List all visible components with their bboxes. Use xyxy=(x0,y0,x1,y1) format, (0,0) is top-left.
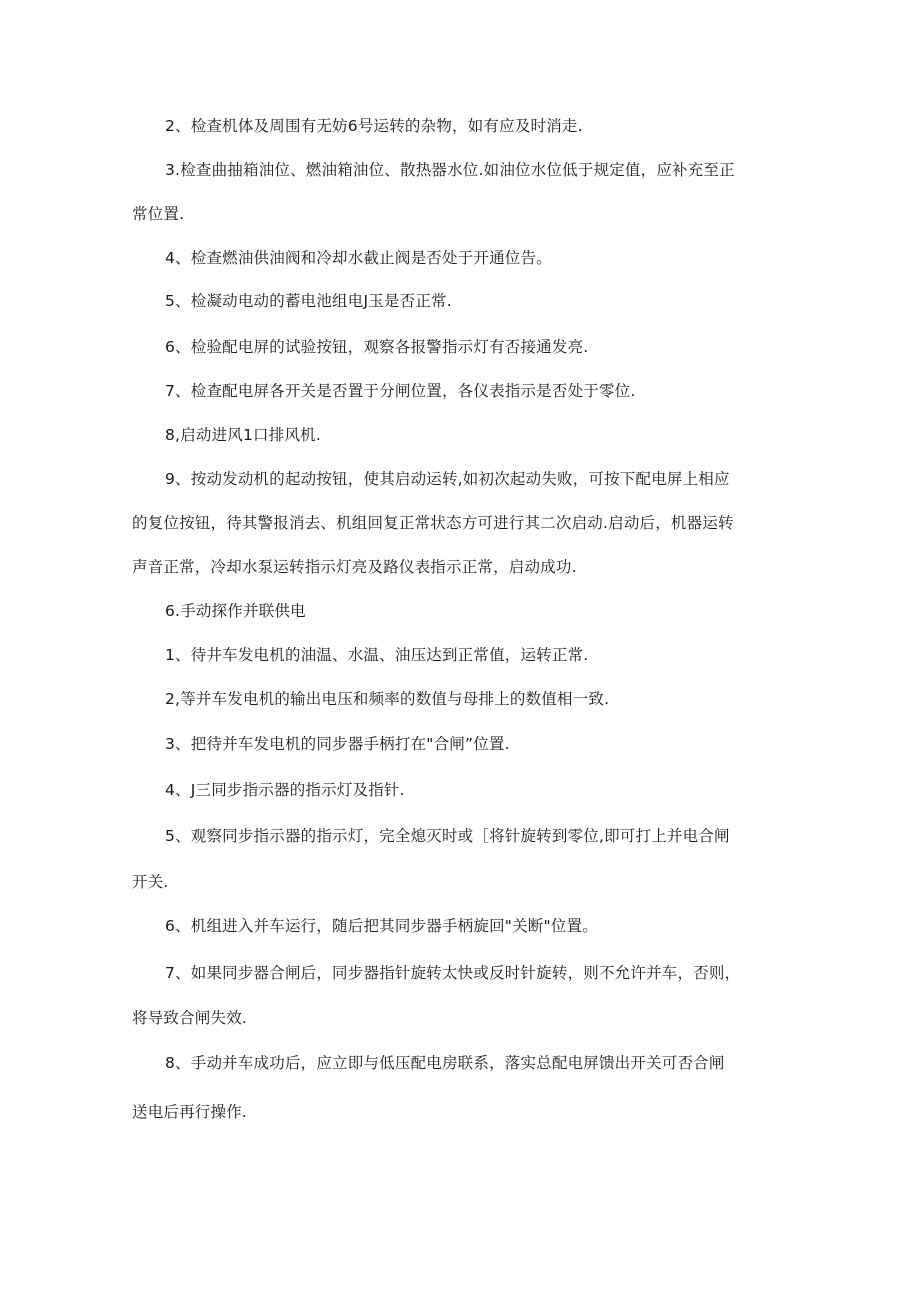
text-line: 的复位按钮，待其警报消去、机组回复正常状态方可进行其二次启动.启动后，机器运转 xyxy=(132,514,734,532)
text-line: 6、机组进入并车运行，随后把其同步器手柄旋回"关断"位置。 xyxy=(165,917,598,935)
text-line: 4、J三同步指示器的指示灯及指针. xyxy=(165,781,405,799)
text-line: 3、把待并车发电机的同步器手柄打在"合闸”位置. xyxy=(165,735,510,753)
text-line: 2、检查机体及周围有无妨6号运转的杂物，如有应及时消走. xyxy=(165,117,583,135)
text-line: 7、检查配电屏各开关是否置于分闸位置，各仪表指示是否处于零位. xyxy=(165,382,636,400)
text-line: 6、检验配电屏的试验按钮，观察各报警指示灯有否接通发亮. xyxy=(165,338,589,356)
text-line: 9、按动发动机的起动按钮，使其启动运转,如初次起动失败，可按下配电屏上相应 xyxy=(165,470,730,488)
text-line: 1、待井车发电机的油温、水温、油压达到正常值，运转正常. xyxy=(165,646,589,664)
text-line: 8,启动进风1口排风机. xyxy=(165,426,321,444)
text-line: 开关. xyxy=(132,873,169,891)
text-line: 5、检凝动电动的蓄电池组电J玉是否正常. xyxy=(165,292,452,310)
text-line: 8、手动并车成功后，应立即与低压配电房联系，落实总配电屏馈出开关可否合闸 xyxy=(165,1054,725,1072)
text-line: 常位置. xyxy=(132,205,185,223)
text-line: 4、检查燃油供油阀和冷却水截止阀是否处于开通位告。 xyxy=(165,249,552,267)
text-line: 将导致合闸失效. xyxy=(132,1009,248,1027)
text-line: 3.检查曲抽箱油位、燃油箱油位、散热器水位.如油位水位低于规定值，应补充至正 xyxy=(165,161,735,179)
text-line: 2,等并车发电机的输出电压和频率的数值与母排上的数值相一致. xyxy=(165,690,610,708)
text-line: 5、观察同步指示器的指示灯，完全熄灭时或［将针旋转到零位,即可打上并电合闸 xyxy=(165,827,730,845)
text-line: 声音正常，冷却水泵运转指示灯亮及路仪表指示正常，启动成功. xyxy=(132,558,577,576)
section-heading: 6.手动探作并联供电 xyxy=(165,602,306,620)
text-line: 7、如果同步器合闸后，同步器指针旋转太快或反时针旋转，则不允许并车，否则， xyxy=(165,964,741,982)
text-line: 送电后再行操作. xyxy=(132,1103,248,1121)
